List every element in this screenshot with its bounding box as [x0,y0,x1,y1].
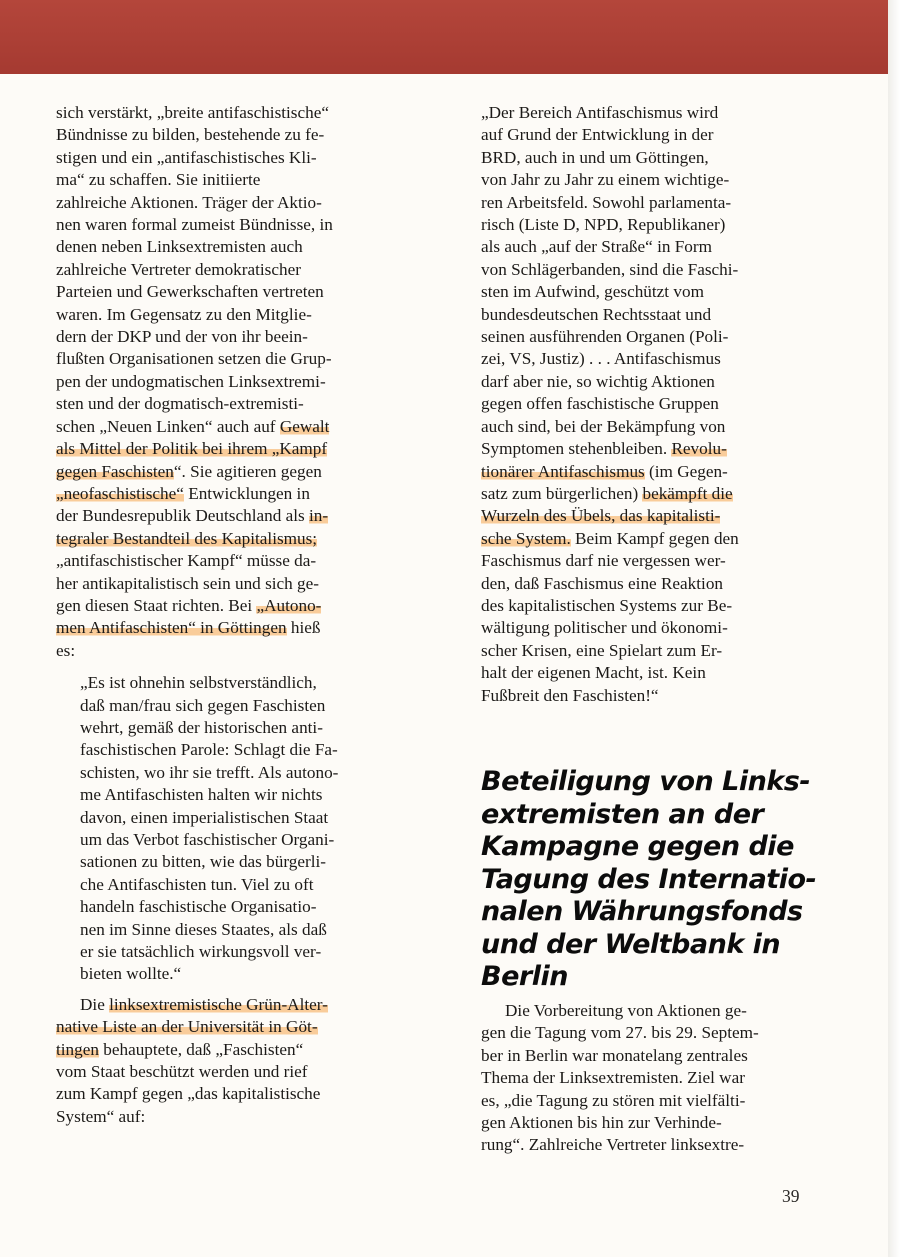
heading-line: Kampagne gegen die [481,831,794,862]
heading-line: Tagung des Internatio- [481,863,817,895]
quote-line: che Antifaschisten tun. Viel zu oft [80,874,314,894]
text-line [56,595,416,617]
text-line: darf aber nie, so wichtig Aktionen [481,371,715,391]
text-line [56,1016,416,1038]
text-line: pen der undogmatischen Linksextremi- [56,371,326,391]
heading-line: Berlin [481,961,568,992]
highlighted-text: sche System. [481,528,571,548]
text-line: „antifaschistischer Kampf“ müsse da- [56,551,317,571]
text-line: es, „die Tagung zu stören mit vielfälti- [481,1090,746,1110]
text-line [56,483,416,505]
text-line: seinen ausführenden Organen (Poli- [481,327,729,347]
text-line: System“ auf: [56,1106,146,1126]
text-line: den, daß Faschismus eine Reaktion [481,573,724,593]
text-fragment: behauptete, daß „Faschisten“ [98,1039,304,1059]
text-line: sich verstärkt, „breite antifaschistische“ [56,103,329,122]
text-line: Die Vorbereitung von Aktionen ge- [505,1001,747,1020]
text-line: wältigung politischer und ökonomi- [481,618,728,638]
text-line [56,1039,416,1061]
body-paragraph [481,1000,801,1157]
highlighted-text: tionärer Antifaschismus [481,461,645,481]
text-line: zahlreiche Aktionen. Träger der Aktio- [56,192,322,212]
text-fragment: Entwicklungen in [183,483,310,503]
quote-line: handeln faschistische Organisatio- [80,897,317,917]
text-line [481,505,801,527]
quote-line: bieten wollte.“ [80,964,182,984]
text-fragment: “. Sie agitieren gegen [173,461,322,481]
text-line: gegen offen faschistische Gruppen [481,394,719,414]
text-line: gen Aktionen bis hin zur Verhinde- [481,1113,722,1133]
heading-line: nalen Währungsfonds [481,896,803,927]
text-line [56,416,416,438]
section-heading [481,766,821,994]
header-color-band [0,0,888,74]
text-line: des kapitalistischen Systems zur Be- [481,595,733,615]
highlighted-text: als Mittel der Politik bei ihrem „Kampf [56,439,328,459]
page-number: 39 [782,1186,800,1206]
left-column [56,102,416,1128]
text-line [56,505,416,527]
quote-line: nen im Sinne dieses Staates, als daß [80,919,327,939]
text-line: rung“. Zahlreiche Vertreter linksextre- [481,1135,745,1155]
text-fragment: Beim Kampf gegen den [570,528,739,548]
text-line: stigen und ein „antifaschistisches Kli- [56,147,317,167]
text-line [56,438,416,460]
text-line [481,461,801,483]
text-line [481,438,801,460]
text-line: „Der Bereich Antifaschismus wird [481,103,719,122]
quote-line: faschistischen Parole: Schlagt die Fa- [80,740,338,760]
highlighted-text: native Liste an der Universität in Göt- [56,1017,318,1037]
text-line: BRD, auch in und um Göttingen, [481,147,709,167]
text-line [481,483,801,505]
right-quote-paragraph [481,102,801,707]
text-line: als auch „auf der Straße“ in Form [481,237,712,257]
text-line: Fußbreit den Faschisten!“ [481,685,659,705]
page-edge [888,0,900,1257]
text-line: flußten Organisationen setzen die Grup- [56,349,332,369]
text-line: zahlreiche Vertreter demokratischer [56,259,301,279]
highlighted-text: „neofaschistische“ [56,483,184,503]
text-line: von Jahr zu Jahr zu einem wichtige- [481,170,730,190]
text-line: zei, VS, Justiz) . . . Antifaschismus [481,349,721,369]
text-line: sten und der dogmatisch-extremisti- [56,394,304,414]
highlighted-text: linksextremistische Grün-Alter- [109,994,328,1014]
text-line: Parteien und Gewerkschaften vertreten [56,282,324,302]
text-line: von Schlägerbanden, sind die Faschi- [481,259,739,279]
right-column [481,102,801,707]
text-fragment: Die [80,994,110,1014]
heading-line: Beteiligung von Links- [481,766,811,797]
quote-line: davon, einen imperialistischen Staat [80,807,329,827]
text-fragment: satz zum bürgerlichen) [481,483,643,503]
text-fragment: schen „Neuen Linken“ auch auf [56,416,280,436]
text-line: Thema der Linksextremisten. Ziel war [481,1068,745,1088]
text-line [56,617,416,639]
heading-line: und der Weltbank in [481,928,781,960]
highlighted-text: tegraler Bestandteil des Kapitalismus; [56,528,318,548]
text-fragment: (im Gegen- [644,461,728,481]
quote-line: me Antifaschisten halten wir nichts [80,785,323,805]
text-line: zum Kampf gegen „das kapitalistische [56,1084,321,1104]
highlighted-text: „Autono- [256,595,322,615]
highlighted-text: bekämpft die [642,483,733,503]
text-line: dern der DKP und der von ihr beein- [56,327,308,347]
quote-line: er sie tatsächlich wirkungsvoll ver- [80,942,322,962]
left-paragraph-1 [56,102,416,662]
text-line: risch (Liste D, NPD, Republikaner) [481,215,726,235]
text-line: es: [56,640,76,660]
text-fragment: Symptomen stehenbleiben. [481,439,672,459]
text-fragment: gen diesen Staat richten. Bei [56,595,257,615]
quote-line: um das Verbot faschistischer Organi- [80,830,335,849]
text-line [56,528,416,550]
left-paragraph-3 [56,994,416,1128]
highlighted-text: tingen [56,1039,99,1059]
text-line: auf Grund der Entwicklung in der [481,125,714,145]
text-line: gen die Tagung vom 27. bis 29. Septem- [481,1023,759,1043]
text-line [481,528,801,550]
text-line: ren Arbeitsfeld. Sowohl parlamenta- [481,192,732,212]
text-line [56,461,416,483]
text-line: her antikapitalistisch sein und sich ge- [56,573,319,593]
text-fragment: der Bundesrepublik Deutschland als [56,506,309,526]
text-fragment: hieß [286,618,321,638]
highlighted-text: Revolu- [671,439,727,459]
highlighted-text: Gewalt [279,416,330,436]
text-line: nen waren formal zumeist Bündnisse, in [56,215,333,235]
text-line: vom Staat beschützt werden und rief [56,1062,308,1082]
quote-line: schisten, wo ihr sie trefft. Als autono- [80,762,339,782]
text-line: ber in Berlin war monatelang zentrales [481,1045,748,1065]
text-line: scher Krisen, eine Spielart zum Er- [481,640,723,660]
quote-line: wehrt, gemäß der historischen anti- [80,717,323,737]
highlighted-text: Wurzeln des Übels, das kapitalisti- [481,506,721,526]
highlighted-text: men Antifaschisten“ in Göttingen [56,618,287,638]
text-line: waren. Im Gegensatz zu den Mitglie- [56,304,312,324]
text-line: denen neben Linksextremisten auch [56,237,303,257]
right-paragraph-2 [481,1000,801,1157]
text-line: halt der eigenen Macht, ist. Kein [481,663,706,683]
text-line: auch sind, bei der Bekämpfung von [481,416,726,436]
heading-line: extremisten an der [481,798,764,830]
text-line: Bündnisse zu bilden, bestehende zu fe- [56,125,325,145]
quote-line: sationen zu bitten, wie das bürgerli- [80,852,326,872]
block-quote [80,672,416,986]
quote-line: „Es ist ohnehin selbstverständlich, [80,673,317,693]
text-line [56,994,416,1016]
text-line: ma“ zu schaffen. Sie initiierte [56,170,261,190]
highlighted-text: in- [308,506,329,526]
text-line: bundesdeutschen Rechtsstaat und [481,304,712,324]
text-line: sten im Aufwind, geschützt vom [481,282,704,302]
highlighted-text: gegen Faschisten [56,461,174,481]
text-line: Faschismus darf nie vergessen wer- [481,551,726,571]
quote-line: daß man/frau sich gegen Faschisten [80,695,326,715]
